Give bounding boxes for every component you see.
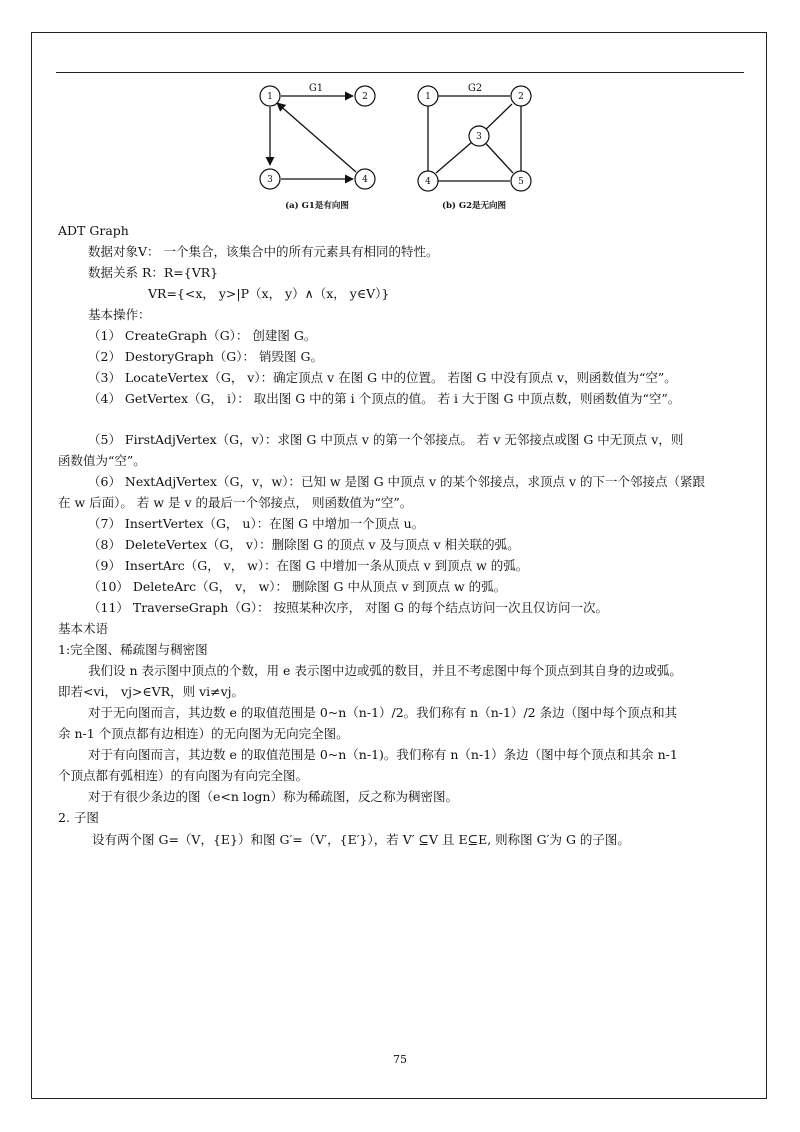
g1-title: G1 bbox=[308, 83, 324, 94]
g2-node-label: 4 bbox=[425, 177, 431, 187]
text-line: 对于有向图而言，其边数 e 的取值范围是 0~n（n-1)。我们称有 n（n-1）条边（图中每个顶点和其余 n-1 bbox=[88, 747, 678, 762]
g1-node-label: 3 bbox=[267, 175, 273, 185]
text-line: 对于有很少条边的图（e<n logn）称为稀疏图，反之称为稠密图。 bbox=[88, 789, 458, 804]
text-line: （4） GetVertex（G， i）： 取出图 G 中的第 i 个顶点的值。 若 i 大于图 G 中顶点数，则函数值为“空”。 bbox=[88, 391, 681, 406]
text-line: （5） FirstAdjVertex（G，v）：求图 G 中顶点 v 的第一个邻接点。 若 v 无邻接点或图 G 中无顶点 v，则 bbox=[88, 432, 684, 447]
text-line: 数据关系 R：R={VR} bbox=[88, 265, 219, 280]
text-line: （6） NextAdjVertex（G，v，w）：已知 w 是图 G 中顶点 v 的某个邻接点，求顶点 v 的下一个邻接点（紧跟 bbox=[88, 474, 706, 489]
text-line: （8） DeleteVertex（G， v）：删除图 G 的顶点 v 及与顶点 v 相关联的弧。 bbox=[88, 537, 520, 552]
g2-node-label: 3 bbox=[476, 132, 482, 142]
g2-node-label: 2 bbox=[518, 92, 524, 102]
text-line: （1） CreateGraph（G）： 创建图 G。 bbox=[88, 328, 317, 343]
text-line: （3） LocateVertex（G， v）：确定顶点 v 在图 G 中的位置。 若图 G 中没有顶点 v，则函数值为“空”。 bbox=[88, 370, 677, 385]
text-line: ADT Graph bbox=[58, 223, 129, 238]
g2-node-label: 5 bbox=[518, 177, 524, 187]
text-line: 设有两个图 G=（V，{E}）和图 G′=（V′，{E′}），若 V′ ⊆V 且 E⊆E, 则称图 G′为 G 的子图。 bbox=[92, 832, 630, 847]
text-line: 我们设 n 表示图中顶点的个数，用 e 表示图中边或弧的数目，并且不考虑图中每个顶点到其自身的边或弧。 bbox=[88, 663, 682, 678]
text-line: 数据对象V： 一个集合，该集合中的所有元素具有相同的特性。 bbox=[88, 244, 439, 259]
g1-node-label: 1 bbox=[267, 92, 273, 102]
text-line: 函数值为“空”。 bbox=[58, 453, 146, 468]
g1-node-label: 2 bbox=[362, 92, 368, 102]
graph-g1 bbox=[270, 96, 356, 179]
graph-figure bbox=[250, 80, 550, 215]
page-number: 75 bbox=[393, 1053, 407, 1066]
section-heading: 2. 子图 bbox=[58, 810, 99, 825]
g1-node-label: 4 bbox=[362, 175, 368, 185]
g1-caption: (a) G1是有向图 bbox=[285, 201, 349, 211]
text-line: 余 n-1 个顶点都有边相连）的无向图为无向完全图。 bbox=[58, 726, 349, 741]
text-line: （9） InsertArc（G， v， w）：在图 G 中增加一条从顶点 v 到顶点 w 的弧。 bbox=[88, 558, 529, 573]
g2-node-label: 1 bbox=[425, 92, 431, 102]
text-line: （7） InsertVertex（G， u）：在图 G 中增加一个顶点 u。 bbox=[88, 516, 425, 531]
section-heading: 基本术语 bbox=[58, 621, 109, 636]
text-line: （2） DestoryGraph（G）： 销毁图 G。 bbox=[88, 349, 323, 364]
text-line: （11） TraverseGraph（G）： 按照某种次序， 对图 G 的每个结点访问一次且仅访问一次。 bbox=[88, 600, 608, 615]
section-heading: 1:完全图、稀疏图与稠密图 bbox=[58, 642, 208, 657]
text-line: 基本操作： bbox=[88, 307, 151, 322]
text-line: 个顶点都有弧相连）的有向图为有向完全图。 bbox=[58, 768, 309, 783]
text-line: （10） DeleteArc（G， v， w）： 删除图 G 中从顶点 v 到顶点 w 的弧。 bbox=[88, 579, 507, 594]
text-line: 在 w 后面）。 若 w 是 v 的最后一个邻接点， 则函数值为“空”。 bbox=[58, 495, 413, 510]
text-line: 即若<vi， vj>∈VR，则 vi≠vj。 bbox=[58, 684, 245, 699]
g2-caption: (b) G2是无向图 bbox=[441, 201, 507, 211]
text-line: VR={<x， y>|P（x， y）∧（x， y∈V）} bbox=[148, 286, 390, 301]
header-rule bbox=[56, 72, 744, 73]
g2-title: G2 bbox=[467, 83, 483, 94]
text-line: 对于无向图而言，其边数 e 的取值范围是 0~n（n-1）/2。我们称有 n（n-1）/2 条边（图中每个顶点和其 bbox=[88, 705, 678, 720]
